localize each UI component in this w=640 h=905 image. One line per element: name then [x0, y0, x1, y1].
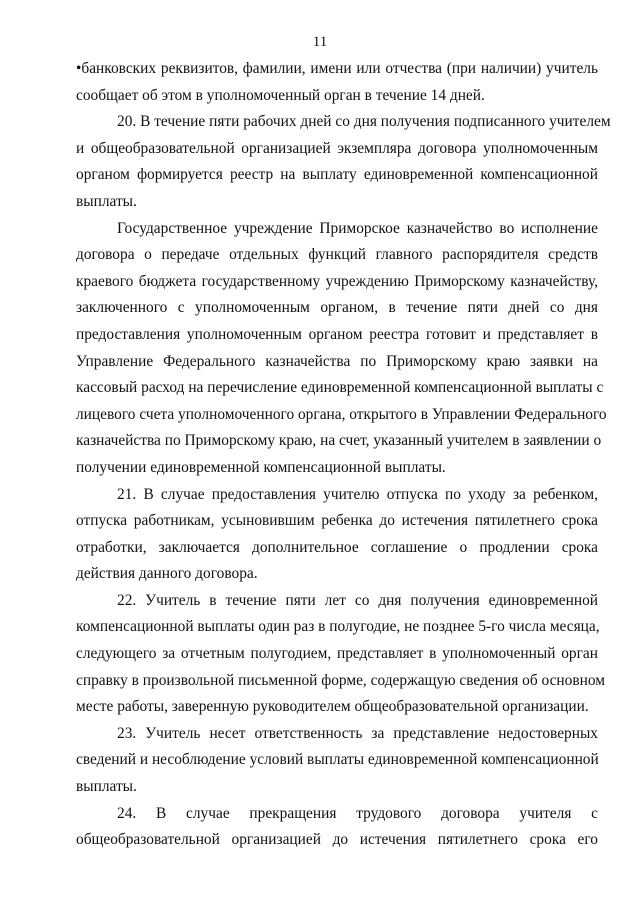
text-line: получении единовременной компенсационной выплаты.	[76, 458, 446, 476]
text-line: краевого бюджета государственному учреждению Приморскому казначейству,	[76, 272, 598, 290]
text-line: справку в произвольной письменной форме, содержащую сведения об основном	[76, 671, 605, 689]
text-line: выплаты.	[76, 778, 137, 796]
text-line: 20. В течение пяти рабочих дней со дня получения подписанного учителем	[117, 113, 611, 131]
text-line: 23. Учитель несет ответственность за представление недостоверных	[117, 724, 598, 742]
text-line: отпуска работникам, усыновившим ребенка до истечения пятилетнего срока	[76, 512, 598, 530]
text-line: Государственное учреждение Приморское казначейство во исполнение	[117, 219, 598, 237]
text-line: следующего за отчетным полугодием, представляет в уполномоченный орган	[76, 645, 598, 663]
text-line: месте работы, заверенную руководителем общеобразовательной организации.	[76, 698, 589, 716]
text-line: кассовый расход на перечисление единовременной компенсационной выплаты с	[76, 379, 604, 397]
document-body	[76, 56, 611, 854]
text-line: договора о передаче отдельных функций главного распорядителя средств	[76, 246, 598, 264]
text-line: отработки, заключается дополнительное соглашение о продлении срока	[76, 538, 598, 556]
text-line: заключенного с уполномоченным органом, в течение пяти дней со дня	[76, 299, 598, 317]
page-number: 11	[312, 34, 328, 50]
text-line: 21. В случае предоставления учителю отпуска по уходу за ребенком,	[117, 485, 598, 503]
text-line: казначейства по Приморскому краю, на счет, указанный учителем в заявлении о	[76, 432, 602, 450]
text-line: предоставления уполномоченным органом реестра готовит и представляет в	[76, 325, 598, 343]
text-line: Управление Федерального казначейства по Приморскому краю заявки на	[76, 352, 598, 370]
text-line: выплаты.	[76, 192, 137, 210]
text-line: органом формируется реестр на выплату единовременной компенсационной	[76, 166, 598, 184]
text-line: 24. В случае прекращения трудового договора учителя с	[117, 804, 598, 822]
text-line: сведений и несоблюдение условий выплаты единовременной компенсационной	[76, 751, 599, 769]
text-line: и общеобразовательной организацией экземпляра договора уполномоченным	[76, 139, 598, 157]
text-line: действия данного договора.	[76, 565, 258, 583]
text-line: лицевого счета уполномоченного органа, открытого в Управлении Федерального	[76, 405, 607, 423]
text-line: компенсационной выплаты один раз в полугодие, не позднее 5-го числа месяца,	[76, 618, 600, 636]
text-line: сообщает об этом в уполномоченный орган в течение 14 дней.	[76, 86, 485, 104]
text-line: общеобразовательной организацией до истечения пятилетнего срока его	[76, 831, 598, 849]
text-line: 22. Учитель в течение пяти лет со дня получения единовременной	[117, 591, 598, 609]
text-line: •банковских реквизитов, фамилии, имени или отчества (при наличии) учитель	[76, 60, 598, 77]
